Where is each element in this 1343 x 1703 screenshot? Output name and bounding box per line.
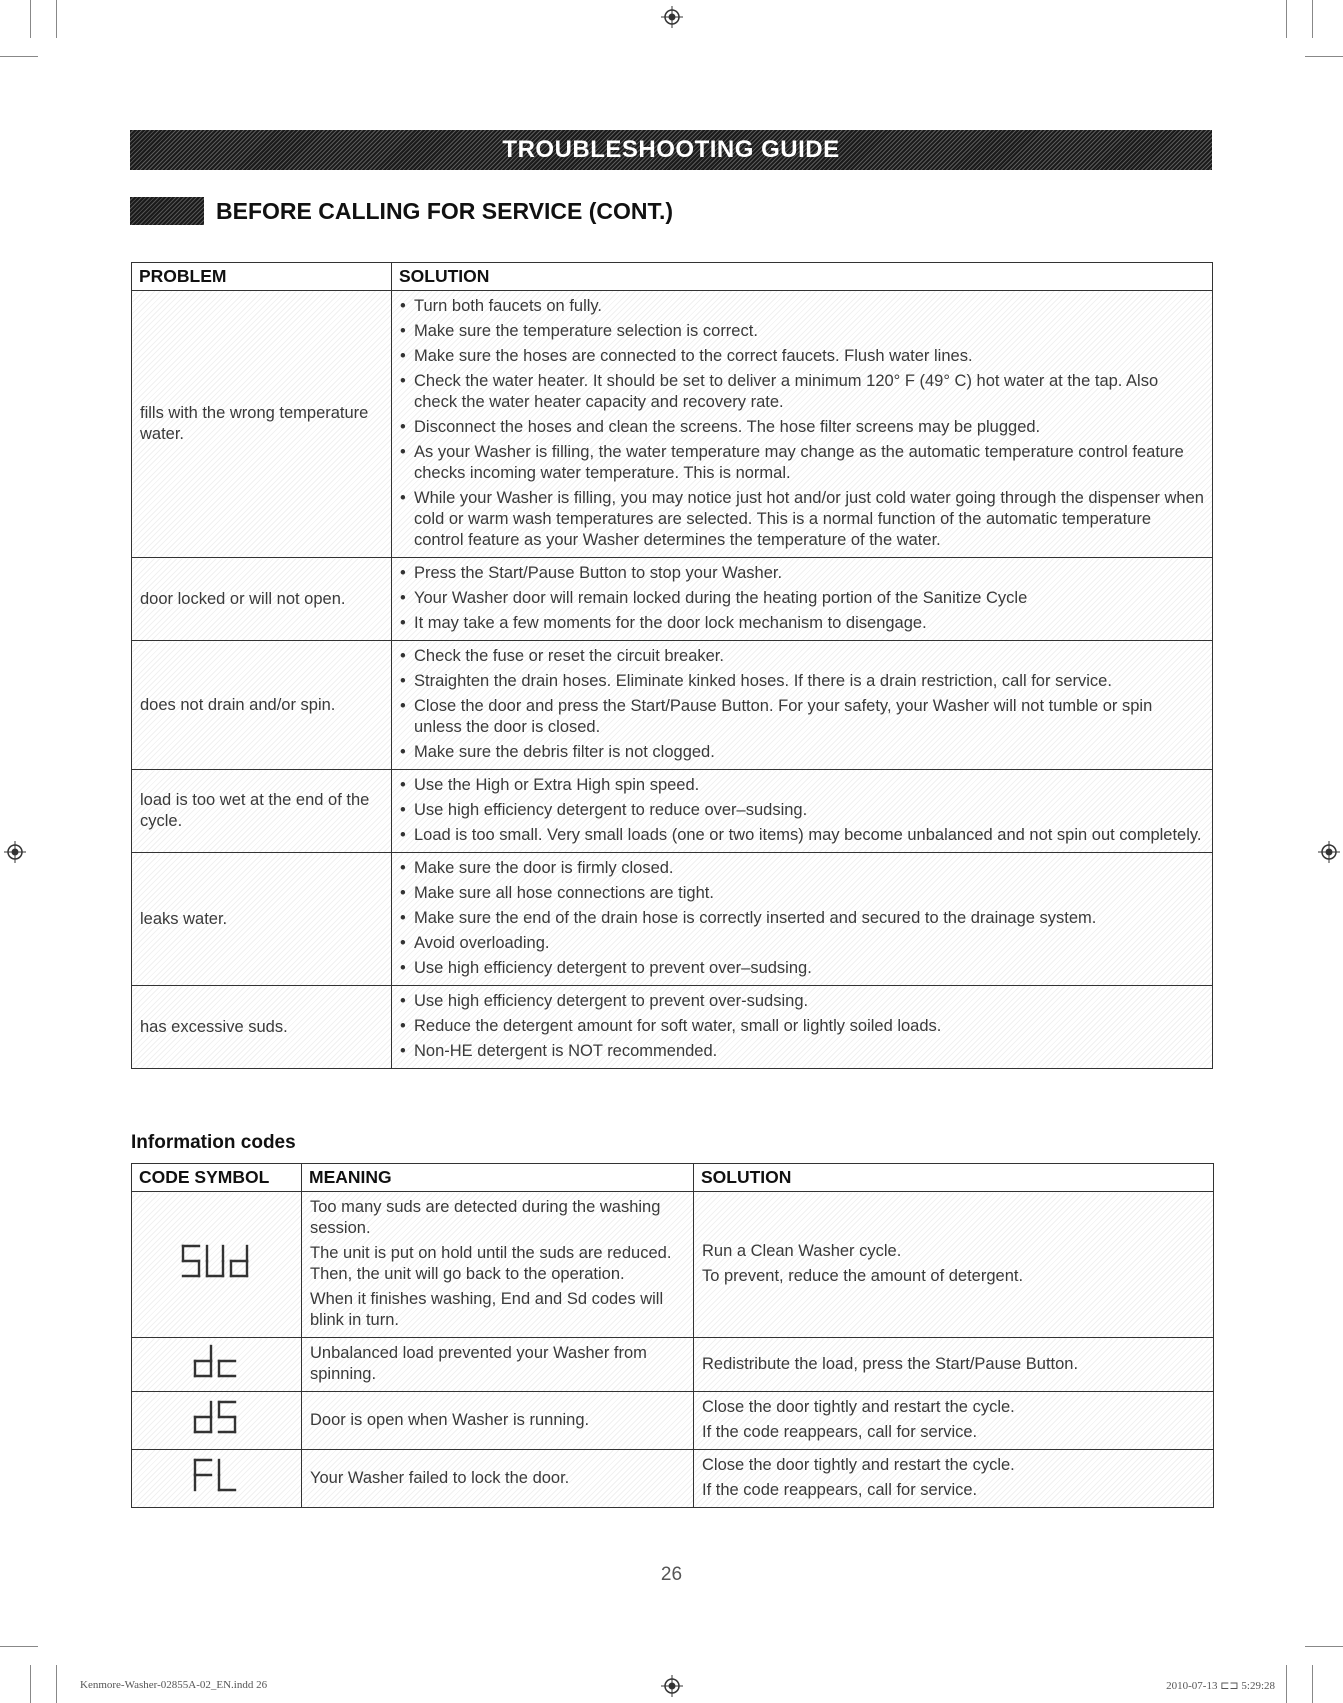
- banner-title: TROUBLESHOOTING GUIDE: [502, 136, 840, 163]
- solution-item: • Your Washer door will remain locked during the heating portion of the Sanitize Cycle: [400, 588, 1204, 609]
- solution-cell: [694, 1192, 1214, 1338]
- solution-item: • Reduce the detergent amount for soft water, small or lightly soiled loads.: [400, 1016, 1204, 1037]
- code-display-icon: [191, 1398, 243, 1438]
- solution-item: • Make sure the door is firmly closed.: [400, 858, 1204, 879]
- problem-cell: has excessive suds.: [132, 986, 392, 1069]
- solution-item: • Check the fuse or reset the circuit breaker.: [400, 646, 1204, 667]
- table-row: [132, 1392, 1214, 1450]
- table-row: [132, 1338, 1214, 1392]
- meaning-cell: [302, 1192, 694, 1338]
- solution-item: • Close the door and press the Start/Pause Button. For your safety, your Washer will not tumble or spin unless the door is closed.: [400, 696, 1204, 738]
- registration-mark-icon: [1318, 841, 1340, 863]
- problem-cell: does not drain and/or spin.: [132, 641, 392, 770]
- solution-text: Close the door tightly and restart the cycle.: [702, 1398, 1015, 1416]
- crop-mark: [30, 1665, 31, 1703]
- solution-item: • Load is too small. Very small loads (one or two items) may become unbalanced and not spin out completely.: [400, 825, 1204, 846]
- crop-mark: [30, 0, 31, 38]
- solution-item: • As your Washer is filling, the water temperature may change as the automatic temperature control feature checks incoming water temperature. This is normal.: [400, 442, 1204, 484]
- solution-text: If the code reappears, call for service.: [702, 1423, 978, 1441]
- meaning-text: Door is open when Washer is running.: [310, 1410, 590, 1429]
- solution-cell: [392, 770, 1213, 853]
- page-number: 26: [660, 1564, 683, 1585]
- troubleshooting-table: [131, 262, 1213, 1069]
- solution-text: If the code reappears, call for service.: [702, 1481, 978, 1499]
- problem-cell: leaks water.: [132, 853, 392, 986]
- solution-item: • Straighten the drain hoses. Eliminate kinked hoses. If there is a drain restriction, call for service.: [400, 671, 1204, 692]
- column-header-meaning: MEANING: [302, 1164, 694, 1192]
- solution-item: • Make sure the end of the drain hose is correctly inserted and secured to the drainage system.: [400, 908, 1204, 929]
- solution-item: • Make sure the temperature selection is correct.: [400, 321, 1204, 342]
- solution-text: To prevent, reduce the amount of detergent.: [702, 1267, 1024, 1285]
- solution-item: • Press the Start/Pause Button to stop your Washer.: [400, 563, 1204, 584]
- footer-file-name: Kenmore-Washer-02855A-02_EN.indd 26: [80, 1679, 268, 1691]
- registration-mark-icon: [661, 6, 683, 28]
- problem-cell: door locked or will not open.: [132, 558, 392, 641]
- solution-item: • Make sure the debris filter is not clogged.: [400, 742, 1204, 763]
- solution-list: [400, 563, 1204, 634]
- meaning-text: Unbalanced load prevented your Washer from spinning.: [310, 1344, 647, 1383]
- solution-item: • Disconnect the hoses and clean the screens. The hose filter screens may be plugged.: [400, 417, 1204, 438]
- solution-cell: [694, 1450, 1214, 1508]
- solution-item: • Use high efficiency detergent to prevent over–sudsing.: [400, 958, 1204, 979]
- crop-mark: [56, 0, 57, 38]
- solution-item: • Avoid overloading.: [400, 933, 1204, 954]
- solution-cell: [392, 558, 1213, 641]
- table-header-row: [132, 1164, 1214, 1192]
- table-row: [132, 558, 1213, 641]
- code-display-icon: [179, 1242, 255, 1282]
- registration-mark-icon: [4, 841, 26, 863]
- column-header-solution: SOLUTION: [694, 1164, 1214, 1192]
- code-symbol-cell: [132, 1392, 302, 1450]
- solution-cell: [392, 291, 1213, 558]
- crop-mark: [0, 1646, 38, 1647]
- table-row: [132, 641, 1213, 770]
- solution-text: Redistribute the load, press the Start/Pause Button.: [702, 1354, 1079, 1373]
- information-codes-table: [131, 1163, 1214, 1508]
- solution-text: Close the door tightly and restart the cycle.: [702, 1456, 1015, 1474]
- crop-mark: [1305, 56, 1343, 57]
- solution-item: • Make sure the hoses are connected to the correct faucets. Flush water lines.: [400, 346, 1204, 367]
- solution-cell: [392, 853, 1213, 986]
- crop-mark: [1286, 0, 1287, 38]
- code-symbol-cell: [132, 1338, 302, 1392]
- code-symbol-cell: [132, 1192, 302, 1338]
- info-codes-title: Information codes: [131, 1132, 296, 1153]
- page-banner: [130, 130, 1212, 170]
- solution-list: [400, 858, 1204, 979]
- solution-item: • While your Washer is filling, you may notice just hot and/or just cold water going through the dispenser when cold or warm wash temperatures are selected. This is a normal function of the automatic temperature control feature as your Washer determines the temperature of the water.: [400, 488, 1204, 551]
- code-symbol-cell: [132, 1450, 302, 1508]
- section-heading: [130, 194, 673, 228]
- crop-mark: [0, 56, 38, 57]
- footer-timestamp: 2010-07-13 ⊏⊐ 5:29:28: [1166, 1680, 1275, 1692]
- crop-mark: [1305, 1646, 1343, 1647]
- crop-mark: [56, 1665, 57, 1703]
- table-row: [132, 986, 1213, 1069]
- crop-mark: [1312, 1665, 1313, 1703]
- solution-list: [400, 991, 1204, 1062]
- column-header-code-symbol: CODE SYMBOL: [132, 1164, 302, 1192]
- solution-item: • Use the High or Extra High spin speed.: [400, 775, 1204, 796]
- solution-cell: [392, 641, 1213, 770]
- solution-item: • Use high efficiency detergent to prevent over-sudsing.: [400, 991, 1204, 1012]
- registration-mark-icon: [661, 1675, 683, 1697]
- solution-cell: [694, 1392, 1214, 1450]
- table-row: [132, 1192, 1214, 1338]
- solution-list: [400, 296, 1204, 551]
- meaning-text: Your Washer failed to lock the door.: [310, 1468, 570, 1487]
- meaning-text: Too many suds are detected during the washing session.: [310, 1198, 661, 1237]
- section-title: BEFORE CALLING FOR SERVICE (CONT.): [216, 197, 674, 224]
- table-header-row: [132, 263, 1213, 291]
- section-heading-block: [130, 197, 204, 225]
- meaning-text: The unit is put on hold until the suds are reduced. Then, the unit will go back to the operation.: [310, 1244, 672, 1283]
- solution-item: • Non-HE detergent is NOT recommended.: [400, 1041, 1204, 1062]
- solution-item: • Check the water heater. It should be set to deliver a minimum 120° F (49° C) hot water at the tap. Also check the water heater capacity and recovery rate.: [400, 371, 1204, 413]
- code-display-icon: [191, 1342, 243, 1382]
- table-row: [132, 770, 1213, 853]
- solution-list: [400, 775, 1204, 846]
- solution-item: • Turn both faucets on fully.: [400, 296, 1204, 317]
- solution-item: • Use high efficiency detergent to reduce over–sudsing.: [400, 800, 1204, 821]
- table-row: [132, 853, 1213, 986]
- solution-list: [400, 646, 1204, 763]
- solution-cell: [392, 986, 1213, 1069]
- problem-cell: load is too wet at the end of the cycle.: [132, 770, 392, 853]
- crop-mark: [1312, 0, 1313, 38]
- code-display-icon: [191, 1456, 243, 1496]
- table-row: [132, 1450, 1214, 1508]
- problem-cell: fills with the wrong temperature water.: [132, 291, 392, 558]
- meaning-cell: [302, 1392, 694, 1450]
- meaning-text: When it finishes washing, End and Sd codes will blink in turn.: [310, 1290, 664, 1329]
- column-header-problem: PROBLEM: [132, 263, 392, 291]
- solution-item: • It may take a few moments for the door lock mechanism to disengage.: [400, 613, 1204, 634]
- crop-mark: [1286, 1665, 1287, 1703]
- solution-text: Run a Clean Washer cycle.: [702, 1242, 902, 1260]
- solution-item: • Make sure all hose connections are tight.: [400, 883, 1204, 904]
- meaning-cell: [302, 1450, 694, 1508]
- column-header-solution: SOLUTION: [392, 263, 1213, 291]
- meaning-cell: [302, 1338, 694, 1392]
- table-row: [132, 291, 1213, 558]
- solution-cell: [694, 1338, 1214, 1392]
